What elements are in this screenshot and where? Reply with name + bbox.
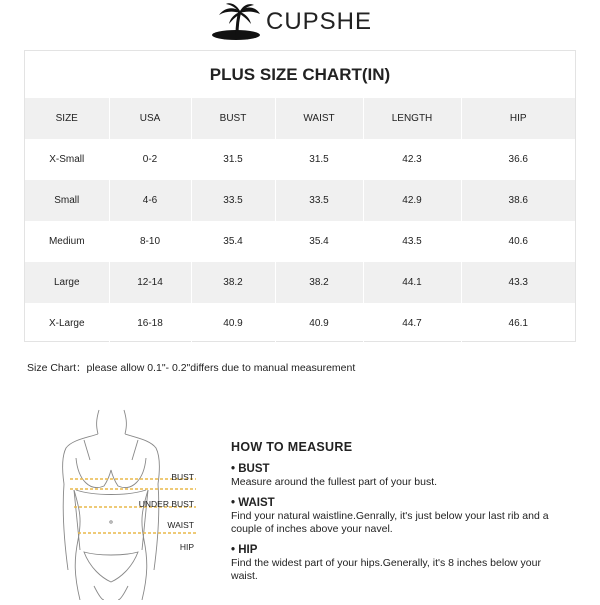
table-cell: 31.5 [191, 139, 275, 180]
chart-title: PLUS SIZE CHART(IN) [209, 65, 391, 84]
table-cell: 38.6 [461, 180, 575, 221]
table-cell: 40.9 [275, 303, 363, 344]
how-to-measure [231, 440, 561, 591]
measure-item-bust [231, 463, 561, 489]
table-cell: Small [25, 180, 109, 221]
measure-item-description: Find your natural waistline.Genrally, it's just below your last rib and a couple of inches above your navel. [231, 510, 549, 535]
column-header: BUST [191, 98, 275, 139]
brand-name: CUPSHE [266, 8, 373, 35]
table-cell: 38.2 [275, 262, 363, 303]
how-to-measure-title: HOW TO MEASURE [231, 440, 353, 454]
table-cell: 36.6 [461, 139, 575, 180]
bust-label: BUST [171, 472, 194, 482]
table-cell: 40.9 [191, 303, 275, 344]
table-cell: X-Large [48, 318, 85, 329]
measure-item-heading: • BUST [231, 463, 270, 475]
table-cell: 31.5 [275, 139, 363, 180]
size-chart [24, 50, 576, 342]
table-cell: 46.1 [461, 303, 575, 344]
measurement-note: Size Chart：please allow 0.1"- 0.2"differs due to manual measurement [27, 362, 356, 374]
measure-item-description: Measure around the fullest part of your bust. [231, 476, 438, 488]
body-figure [24, 400, 204, 600]
table-cell: 0-2 [109, 139, 191, 180]
table-cell: 42.3 [363, 139, 461, 180]
palm-tree-icon [210, 2, 262, 42]
table-row [25, 262, 575, 303]
table-cell: 43.5 [363, 221, 461, 262]
table-row [25, 180, 575, 221]
table-row [25, 139, 575, 180]
measure-item-hip [231, 544, 561, 583]
column-header: SIZE [25, 98, 109, 139]
brand-logo [210, 2, 390, 42]
table-header-row [25, 98, 575, 139]
table-cell: Medium [48, 236, 85, 247]
table-cell: 44.7 [363, 303, 461, 344]
table-cell: 44.1 [363, 262, 461, 303]
table-cell: 12-14 [109, 262, 191, 303]
table-cell: 8-10 [109, 221, 191, 262]
table-cell: 4-6 [109, 180, 191, 221]
measure-item-heading: • WAIST [231, 497, 275, 509]
size-table [25, 98, 575, 344]
column-header: USA [109, 98, 191, 139]
waist-label: WAIST [167, 520, 194, 530]
table-cell: 35.4 [275, 221, 363, 262]
table-cell: 43.3 [461, 262, 575, 303]
table-cell: 35.4 [191, 221, 275, 262]
table-row [25, 303, 575, 344]
under-bust-label: UNDER BUST [138, 499, 194, 509]
table-row [25, 221, 575, 262]
column-header: LENGTH [363, 98, 461, 139]
column-header: WAIST [275, 98, 363, 139]
measure-item-waist [231, 497, 561, 536]
measure-item-heading: • HIP [231, 544, 258, 556]
table-cell: X-Small [49, 154, 85, 165]
table-cell: 42.9 [363, 180, 461, 221]
column-header: HIP [461, 98, 575, 139]
table-cell: 16-18 [109, 303, 191, 344]
table-cell: 33.5 [191, 180, 275, 221]
hip-label: HIP [179, 542, 194, 552]
measure-item-description: Find the widest part of your hips.Generally, it's 8 inches below your waist. [231, 557, 541, 582]
table-cell: 33.5 [275, 180, 363, 221]
table-cell: Large [25, 262, 109, 303]
table-cell: 38.2 [191, 262, 275, 303]
table-cell: 40.6 [461, 221, 575, 262]
